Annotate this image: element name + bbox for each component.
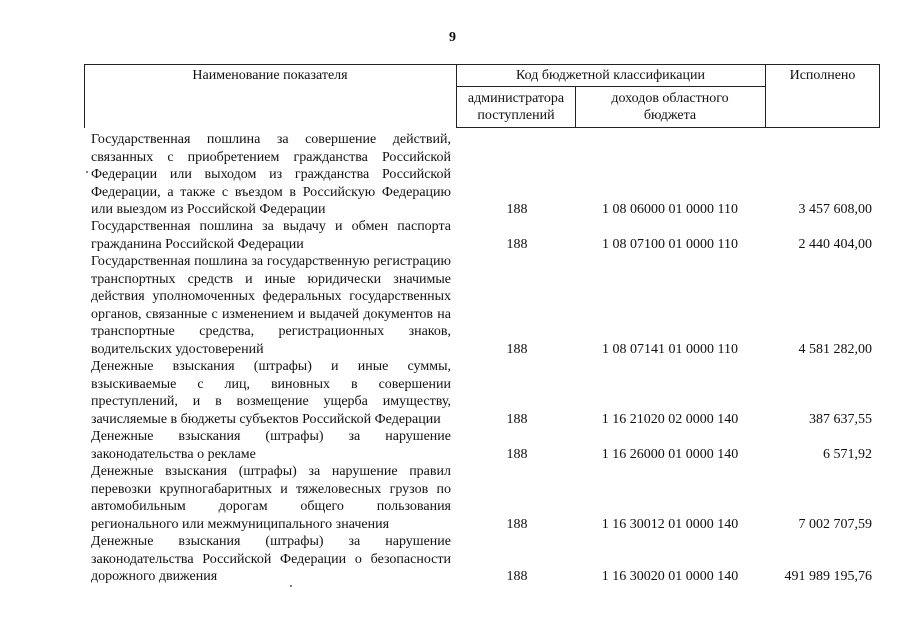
table-row [0, 358, 905, 428]
row-amount: 7 002 707,59 [798, 516, 872, 532]
row-admin-code: 188 [506, 411, 528, 427]
row-income-code: 1 08 07141 01 0000 110 [602, 341, 738, 357]
row-income-code: 1 16 30020 01 0000 140 [601, 568, 739, 584]
scan-speck [86, 171, 88, 173]
row-admin-code: 188 [506, 201, 528, 217]
row-amount: 387 637,55 [809, 411, 872, 427]
header-bottom-border [456, 127, 880, 128]
row-income-code: 1 08 07100 01 0000 110 [602, 236, 738, 252]
row-amount: 3 457 608,00 [798, 201, 872, 217]
table-row [0, 253, 905, 358]
table-row [0, 428, 905, 463]
table-row [0, 533, 905, 585]
table-row [0, 463, 905, 533]
row-name: Государственная пошлина за выдачу и обмен паспорта гражданина Российской Федерации [91, 219, 451, 252]
row-income-code: 1 08 06000 01 0000 110 [602, 201, 738, 217]
row-income-code: 1 16 21020 02 0000 140 [601, 411, 739, 427]
header-code-group: Код бюджетной классификации [516, 68, 705, 83]
row-name: Денежные взыскания (штрафы) за нарушение законодательства Российской Федерации о безопасности дорожного движения [91, 534, 451, 584]
row-name: Денежные взыскания (штрафы) за нарушение правил перевозки крупногабаритных и тяжеловесных грузов по автомобильным дорогам общего пользования регионального или межмуниципального значения [91, 464, 451, 532]
table-header [84, 64, 880, 128]
row-amount: 2 440 404,00 [798, 236, 872, 252]
row-admin-code: 188 [506, 341, 528, 357]
header-divider-income [575, 86, 576, 128]
row-name: Государственная пошлина за государственную регистрацию транспортных средств и иные юридически значимые действия уполномоченных федеральных государственных органов, связанные с изменением и выдачей документов на транспортные средства, регистрационных знаков, водительских удостоверений [91, 254, 451, 357]
row-name: Денежные взыскания (штрафы) и иные суммы, взыскиваемые с лиц, виновных в совершении преступлений, и в возмещение ущерба имуществу, зачисляемые в бюджеты субъектов Российской Федерации [91, 359, 451, 427]
header-subheader-line [456, 86, 765, 87]
header-income: доходов областного бюджета [611, 91, 729, 123]
row-admin-code: 188 [506, 516, 528, 532]
row-amount: 4 581 282,00 [798, 341, 872, 357]
row-amount: 6 571,92 [823, 446, 872, 462]
scan-speck [290, 585, 292, 587]
row-name: Государственная пошлина за совершение действий, связанных с приобретением гражданства Российской Федерации или выходом из гражданства Российской Федерации, а также с въездом в Российскую Федерацию или выездом из Российской Федерации [91, 132, 451, 217]
row-admin-code: 188 [506, 236, 528, 252]
row-name: Денежные взыскания (штрафы) за нарушение законодательства о рекламе [91, 429, 451, 462]
header-name: Наименование показателя [192, 68, 348, 83]
row-income-code: 1 16 30012 01 0000 140 [601, 516, 739, 532]
header-administrator: администратора поступлений [467, 91, 565, 123]
table-row [0, 218, 905, 253]
page-number: 9 [449, 30, 456, 45]
row-amount: 491 989 195,76 [784, 568, 872, 584]
row-income-code: 1 16 26000 01 0000 140 [601, 446, 739, 462]
table-row [0, 131, 905, 218]
row-admin-code: 188 [506, 446, 528, 462]
header-top-border [84, 64, 880, 65]
header-executed: Исполнено [789, 68, 856, 83]
row-admin-code: 188 [506, 568, 528, 584]
